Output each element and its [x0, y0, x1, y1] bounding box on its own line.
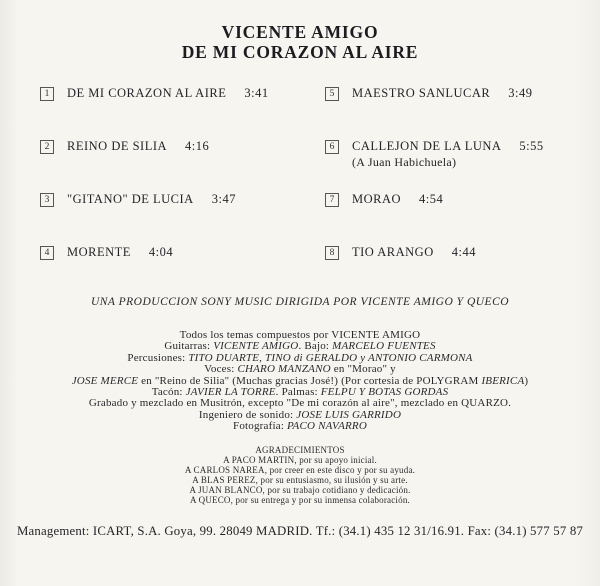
track-title: "GITANO" DE LUCIA — [67, 192, 194, 206]
acknowledgement-line: A CARLOS NAREA, por creer en este disco y por su ayuda. — [184, 464, 416, 475]
album-title: DE MI CORAZON AL AIRE — [181, 42, 419, 62]
credit-line-percussion: Percusiones: TITO DUARTE, TINO di GERALDO y ANTONIO CARMONA — [127, 351, 473, 364]
track-row — [325, 192, 596, 245]
track-duration: 4:04 — [148, 245, 174, 259]
credit-line-vocals-1: Voces: CHARO MANZANO en "Morao" y — [204, 363, 396, 376]
artist-name: VICENTE AMIGO — [221, 22, 379, 42]
track-title: CALLEJON DE LA LUNA — [352, 139, 502, 153]
track-number-box: 1 — [40, 87, 54, 101]
track-title: MORENTE — [67, 245, 131, 259]
credit-line-vocals-2: JOSE MERCE en "Reino de Silia" (Muchas gracias José!) (Por cortesia de POLYGRAM IBERICA) — [71, 374, 529, 387]
track-row — [325, 139, 596, 192]
acknowledgement-line: A JUAN BLANCO, por su trabajo cotidiano y dedicación. — [189, 484, 411, 495]
track-row — [40, 192, 325, 245]
track-title: DE MI CORAZON AL AIRE — [67, 86, 227, 100]
acknowledgements-block — [0, 446, 600, 505]
track-duration: 3:47 — [211, 192, 236, 206]
track-title: TIO ARANGO — [352, 245, 434, 259]
track-number-box: 4 — [40, 246, 54, 260]
credit-line-photography: Fotografía: PACO NAVARRO — [233, 420, 367, 433]
track-duration: 3:41 — [244, 86, 269, 100]
track-number-box: 6 — [325, 140, 339, 154]
track-duration: 3:49 — [508, 86, 533, 100]
track-row — [40, 245, 325, 298]
track-number-box: 2 — [40, 140, 54, 154]
track-duration: 5:55 — [519, 139, 544, 153]
credits-block — [0, 330, 600, 433]
track-duration: 4:54 — [419, 192, 444, 206]
track-number-box: 5 — [325, 87, 339, 101]
album-header — [0, 22, 600, 62]
track-list — [40, 86, 596, 298]
track-title: MORAO — [352, 192, 402, 206]
credit-line-recording: Grabado y mezclado en Musitrón, excepto "De mi corazón al aire", mezclado en QUARZO. — [88, 397, 512, 410]
credit-line-tacon-palmas: Tacón: JAVIER LA TORRE. Palmas: FELPU Y BOTAS GORDAS — [151, 386, 449, 399]
track-number-box: 8 — [325, 246, 339, 260]
track-list-left-column — [40, 86, 325, 298]
track-number-box: 3 — [40, 193, 54, 207]
track-duration: 4:44 — [451, 245, 476, 259]
credit-line-composer: Todos los temas compuestos por VICENTE AMIGO — [179, 329, 421, 341]
track-title: MAESTRO SANLUCAR — [352, 86, 491, 100]
track-row — [40, 86, 325, 139]
credit-line-guitars-bass: Guitarras: VICENTE AMIGO. Bajo: MARCELO FUENTES — [164, 340, 436, 353]
track-duration: 4:16 — [185, 139, 210, 153]
acknowledgements-heading: AGRADECIMIENTOS — [255, 445, 345, 455]
acknowledgement-line: A QUECO, por su entrega y por su inmensa colaboración. — [189, 494, 410, 505]
acknowledgement-line: A BLAS PEREZ, por su entusiasmo, su ilusión y su arte. — [192, 474, 408, 485]
track-number-box: 7 — [325, 193, 339, 207]
track-title: REINO DE SILIA — [67, 139, 168, 153]
management-contact-line: Management: ICART, S.A. Goya, 99. 28049 MADRID. Tf.: (34.1) 435 12 31/16.91. Fax: (34.1) 577 57 87 — [16, 524, 584, 538]
track-row — [325, 86, 596, 139]
acknowledgement-line: A PACO MARTIN, por su apoyo inicial. — [223, 454, 377, 465]
production-credit-line: UNA PRODUCCION SONY MUSIC DIRIGIDA POR VICENTE AMIGO Y QUECO — [90, 296, 510, 308]
track-list-right-column — [325, 86, 596, 298]
track-dedication: (A Juan Habichuela) — [352, 155, 457, 169]
track-row — [325, 245, 596, 298]
track-row — [40, 139, 325, 192]
credit-line-sound-engineer: Ingeniero de sonido: JOSE LUIS GARRIDO — [198, 408, 402, 421]
